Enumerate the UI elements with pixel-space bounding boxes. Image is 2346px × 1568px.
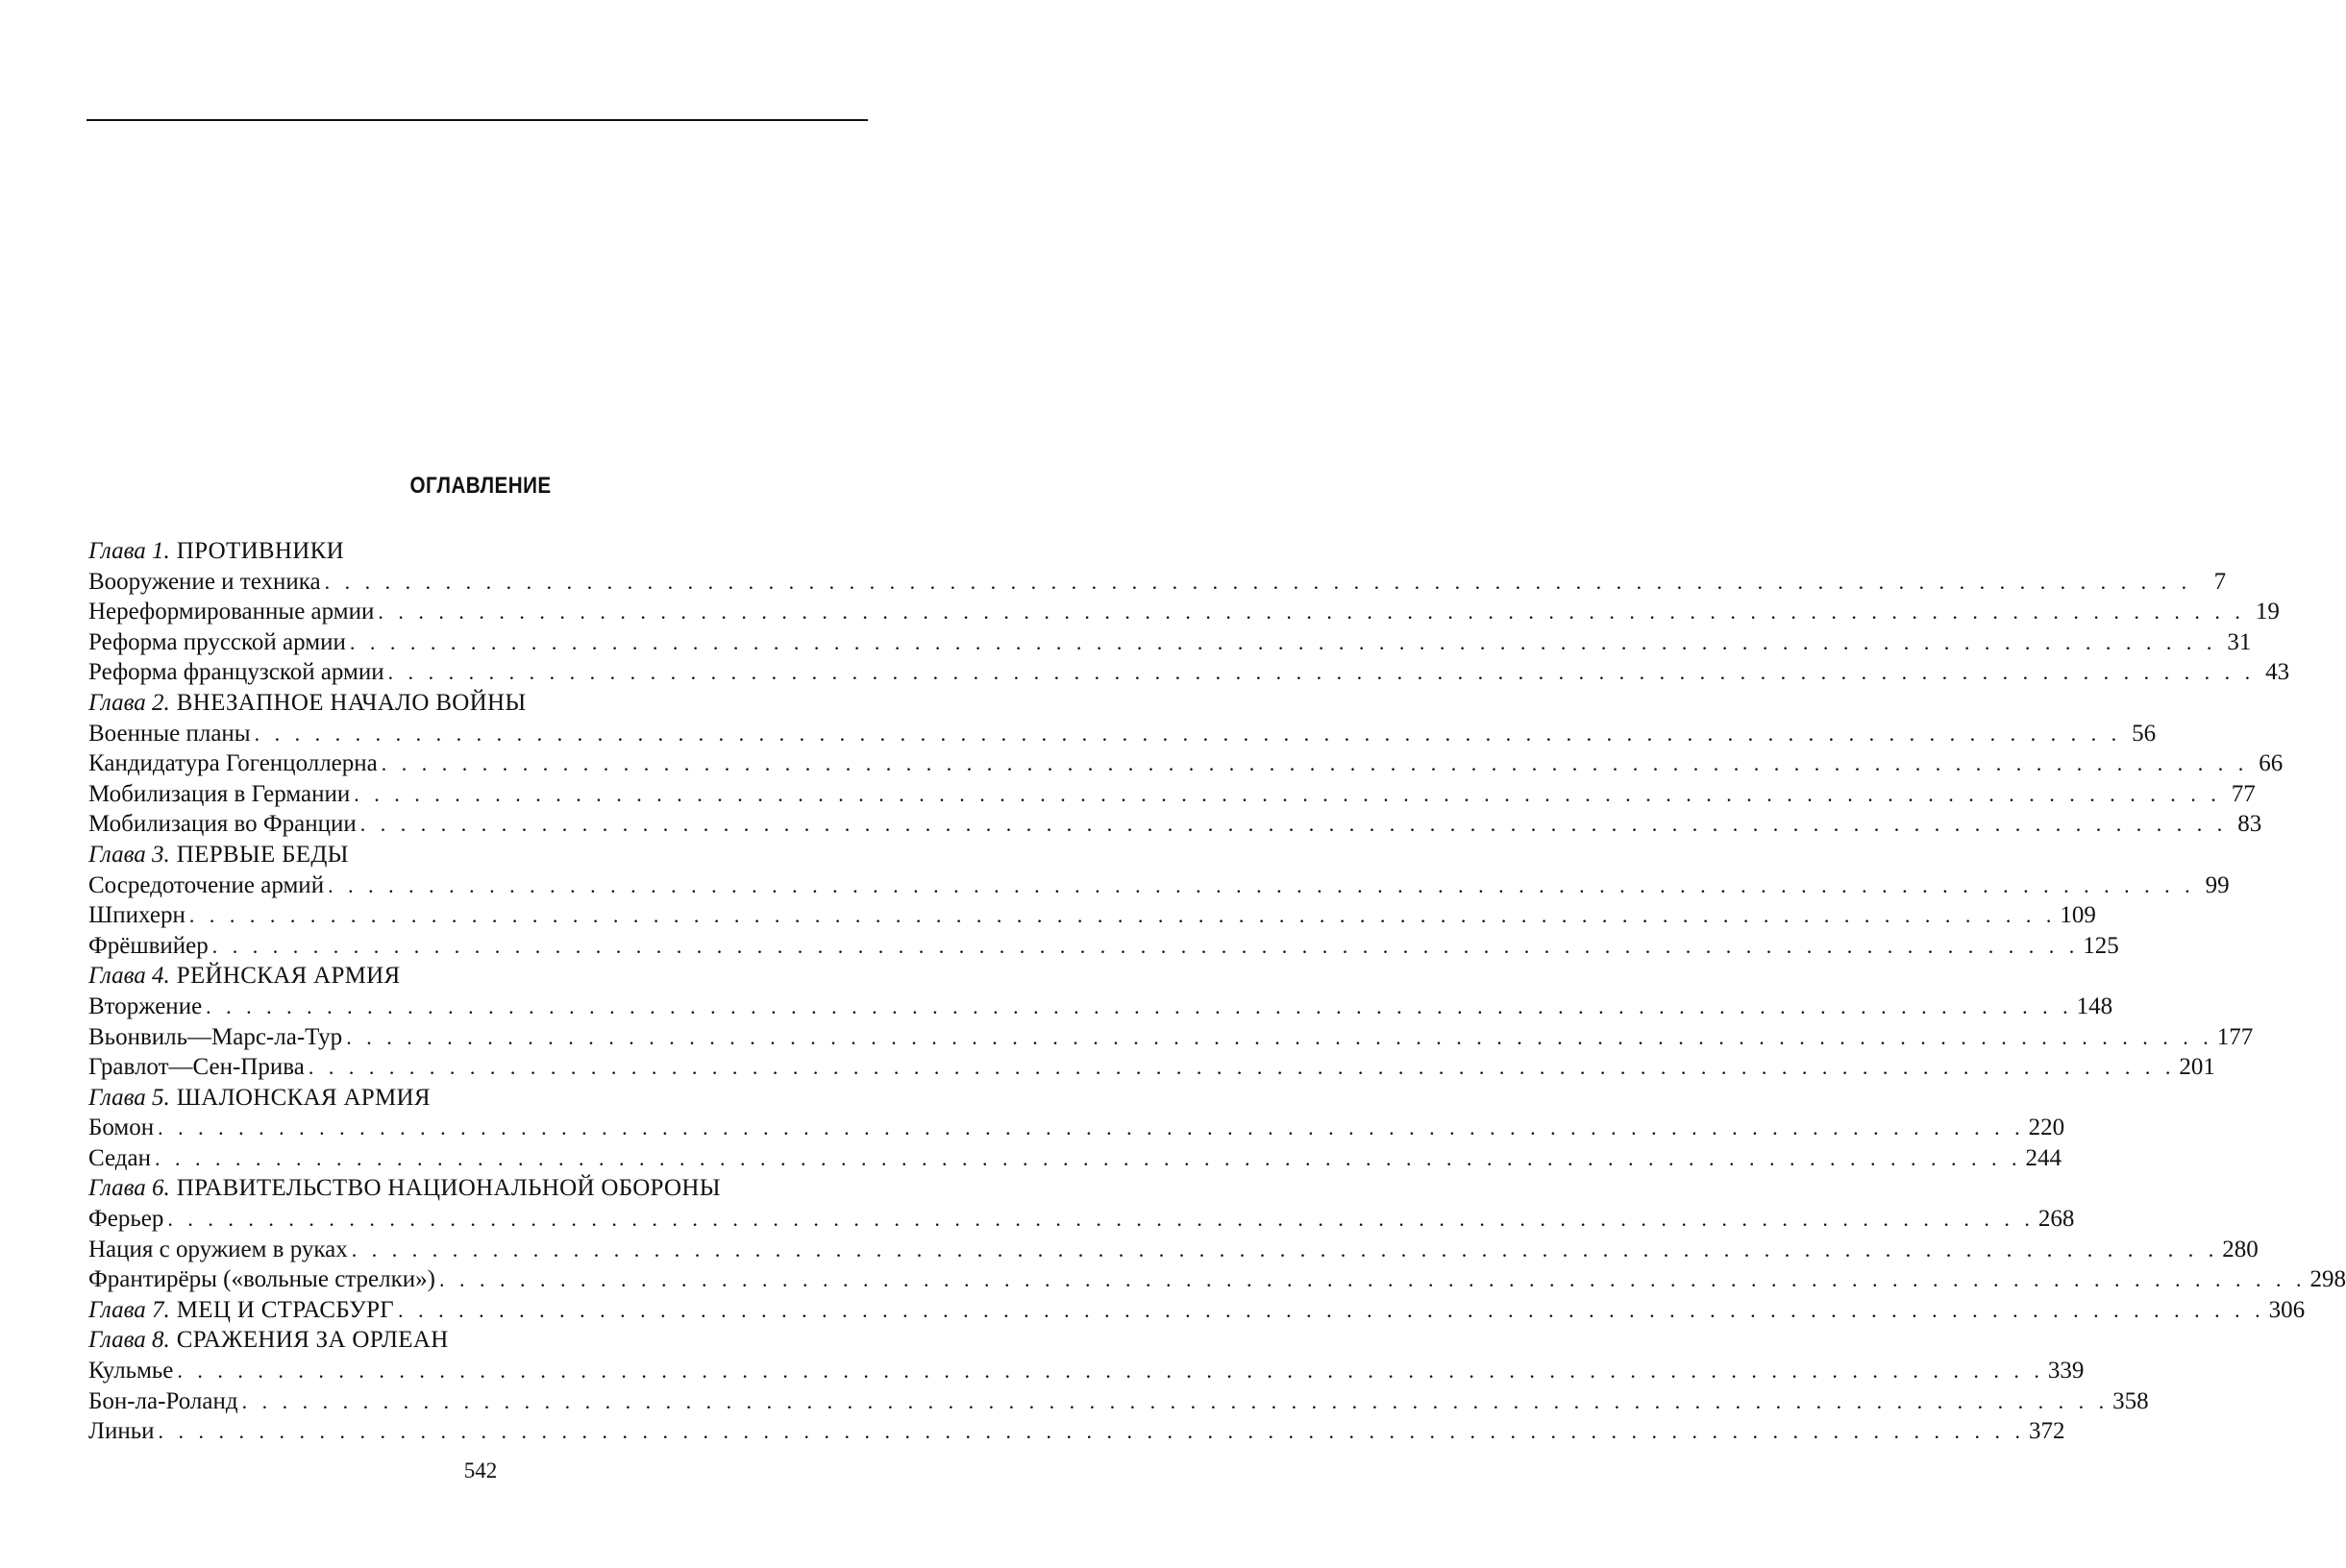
toc-entry bbox=[88, 870, 2230, 901]
entry-title: Военные планы bbox=[88, 720, 251, 747]
chapter-title: ПЕРВЫЕ БЕДЫ bbox=[176, 841, 349, 868]
chapter-page: 306 bbox=[2268, 1296, 2306, 1323]
chapter-prefix: Глава 6. bbox=[88, 1175, 170, 1202]
entry-page: 177 bbox=[2216, 1023, 2254, 1050]
toc-entry bbox=[88, 1386, 2149, 1417]
toc-chapter-8 bbox=[88, 1325, 868, 1356]
dot-leader: . . . . . . . . . . . . . . . . . . . . . . . . . . . . . . . . . . . . . . . . . . . . . . . . . . . . . . . . . . . . . . . . . . . . . . . . . . . . . . . . . . . . . . . . . . . . . bbox=[351, 1237, 2219, 1262]
toc-entry bbox=[88, 1113, 2065, 1143]
entry-page: 372 bbox=[2029, 1418, 2065, 1445]
entry-page: 201 bbox=[2179, 1054, 2215, 1081]
entry-page: 358 bbox=[2112, 1387, 2149, 1414]
dot-leader: . . . . . . . . . . . . . . . . . . . . . . . . . . . . . . . . . . . . . . . . . . . . . . . . . . . . . . . . . . . . . . . . . . . . . . . . . . . . . . . . . . . . . . . . . . . . . bbox=[188, 903, 2057, 928]
toc-entry bbox=[88, 1204, 2075, 1235]
entry-title: Седан bbox=[88, 1144, 151, 1171]
entry-title: Реформа французской армии bbox=[88, 659, 384, 686]
entry-page: 31 bbox=[2227, 628, 2252, 655]
dot-leader: . . . . . . . . . . . . . . . . . . . . . . . . . . . . . . . . . . . . . . . . . . . . . . . . . . . . . . . . . . . . . . . . . . . . . . . . . . . . . . . . . . . . . . . . . . . . . bbox=[398, 1297, 2265, 1322]
dot-leader: . . . . . . . . . . . . . . . . . . . . . . . . . . . . . . . . . . . . . . . . . . . . . . . . . . . . . . . . . . . . . . . . . . . . . . . . . . . . . . . . . . . . . . . . . . . . . bbox=[324, 569, 2192, 594]
chapter-prefix: Глава 4. bbox=[88, 963, 170, 990]
chapter-prefix: Глава 8. bbox=[88, 1327, 170, 1354]
toc-entry bbox=[88, 1143, 2062, 1174]
chapter-prefix: Глава 1. bbox=[88, 538, 170, 564]
entry-title: Мобилизация в Германии bbox=[88, 780, 351, 807]
toc-entry bbox=[88, 931, 2119, 962]
toc-entry bbox=[88, 779, 2256, 810]
entry-page: 268 bbox=[2037, 1206, 2075, 1233]
toc-chapter-4 bbox=[88, 961, 868, 992]
toc-entry bbox=[88, 748, 2284, 779]
entry-page: 43 bbox=[2265, 659, 2290, 686]
entry-page: 77 bbox=[2231, 780, 2256, 807]
toc-entry bbox=[88, 1052, 2215, 1083]
chapter-prefix: Глава 3. bbox=[88, 841, 170, 868]
chapter-title: МЕЦ И СТРАСБУРГ bbox=[176, 1296, 395, 1323]
toc-entry bbox=[88, 1416, 2065, 1447]
chapter-title: ПРОТИВНИКИ bbox=[176, 538, 344, 564]
toc-chapter-1 bbox=[88, 536, 868, 567]
toc-entry bbox=[88, 1356, 2085, 1386]
toc-entry bbox=[88, 1264, 2346, 1295]
toc-chapter-5 bbox=[88, 1083, 868, 1114]
entry-title: Нереформированные армии bbox=[88, 599, 375, 625]
dot-leader: . . . . . . . . . . . . . . . . . . . . . . . . . . . . . . . . . . . . . . . . . . . . . . . . . . . . . . . . . . . . . . . . . . . . . . . . . . . . . . . . . . . . . . . . . . . . . bbox=[346, 1024, 2213, 1049]
chapter-prefix: Глава 2. bbox=[88, 689, 170, 716]
entry-page: 109 bbox=[2060, 902, 2096, 929]
toc-entry bbox=[88, 1235, 2259, 1265]
entry-page: 66 bbox=[2259, 750, 2284, 777]
dot-leader: . . . . . . . . . . . . . . . . . . . . . . . . . . . . . . . . . . . . . . . . . . . . . . . . . . . . . . . . . . . . . . . . . . . . . . . . . . . . . . . . . . . . . . . . . . . . . bbox=[167, 1207, 2035, 1232]
entry-title: Сосредоточение армий bbox=[88, 871, 325, 898]
dot-leader: . . . . . . . . . . . . . . . . . . . . . . . . . . . . . . . . . . . . . . . . . . . . . . . . . . . . . . . . . . . . . . . . . . . . . . . . . . . . . . . . . . . . . . . . . . . . . bbox=[158, 1419, 2025, 1444]
toc-entry bbox=[88, 900, 2096, 931]
toc-entry bbox=[88, 657, 2290, 688]
dot-leader: . . . . . . . . . . . . . . . . . . . . . . . . . . . . . . . . . . . . . . . . . . . . . . . . . . . . . . . . . . . . . . . . . . . . . . . . . . . . . . . . . . . . . . . . . . . . . bbox=[349, 629, 2217, 654]
entry-title: Нация с оружием в руках bbox=[88, 1236, 348, 1262]
chapter-title: ПРАВИТЕЛЬСТВО НАЦИОНАЛЬНОЙ ОБОРОНЫ bbox=[176, 1175, 721, 1202]
entry-page: 99 bbox=[2205, 871, 2230, 898]
toc-entry bbox=[88, 567, 2227, 598]
entry-title: Гравлот—Сен-Прива bbox=[88, 1054, 305, 1081]
entry-title: Вьонвиль—Марс-ла-Тур bbox=[88, 1023, 343, 1050]
dot-leader: . . . . . . . . . . . . . . . . . . . . . . . . . . . . . . . . . . . . . . . . . . . . . . . . . . . . . . . . . . . . . . . . . . . . . . . . . . . . . . . . . . . . . . . . . . . . . bbox=[387, 660, 2256, 685]
top-rule bbox=[86, 119, 868, 121]
entry-title: Бомон bbox=[88, 1115, 155, 1141]
toc-chapter-7 bbox=[88, 1295, 2306, 1326]
entry-page: 244 bbox=[2025, 1144, 2062, 1171]
dot-leader: . . . . . . . . . . . . . . . . . . . . . . . . . . . . . . . . . . . . . . . . . . . . . . . . . . . . . . . . . . . . . . . . . . . . . . . . . . . . . . . . . . . . . . . . . . . . . bbox=[211, 933, 2080, 958]
dot-leader: . . . . . . . . . . . . . . . . . . . . . . . . . . . . . . . . . . . . . . . . . . . . . . . . . . . . . . . . . . . . . . . . . . . . . . . . . . . . . . . . . . . . . . . . . . . . . bbox=[254, 721, 2122, 746]
chapter-prefix: Глава 7. bbox=[88, 1296, 170, 1323]
toc-entry bbox=[88, 809, 2262, 840]
chapter-title: ШАЛОНСКАЯ АРМИЯ bbox=[176, 1084, 431, 1111]
page-number: 542 bbox=[463, 1458, 498, 1482]
toc-entry bbox=[88, 1022, 2254, 1053]
dot-leader: . . . . . . . . . . . . . . . . . . . . . . . . . . . . . . . . . . . . . . . . . . . . . . . . . . . . . . . . . . . . . . . . . . . . . . . . . . . . . . . . . . . . . . . . . . . . . bbox=[241, 1388, 2110, 1413]
chapter-prefix: Глава 5. bbox=[88, 1084, 170, 1111]
chapter-title: РЕЙНСКАЯ АРМИЯ bbox=[176, 963, 401, 990]
dot-leader: . . . . . . . . . . . . . . . . . . . . . . . . . . . . . . . . . . . . . . . . . . . . . . . . . . . . . . . . . . . . . . . . . . . . . . . . . . . . . . . . . . . . . . . . . . . . . bbox=[354, 781, 2221, 806]
dot-leader: . . . . . . . . . . . . . . . . . . . . . . . . . . . . . . . . . . . . . . . . . . . . . . . . . . . . . . . . . . . . . . . . . . . . . . . . . . . . . . . . . . . . . . . . . . . . . bbox=[359, 812, 2228, 837]
toc-chapter-6 bbox=[88, 1173, 868, 1204]
entry-title: Реформа прусской армии bbox=[88, 628, 346, 655]
toc-entry bbox=[88, 992, 2113, 1022]
entry-title: Вооружение и техника bbox=[88, 568, 321, 595]
toc-chapter-2 bbox=[88, 688, 868, 719]
entry-page: 220 bbox=[2028, 1115, 2065, 1141]
dot-leader: . . . . . . . . . . . . . . . . . . . . . . . . . . . . . . . . . . . . . . . . . . . . . . . . . . . . . . . . . . . . . . . . . . . . . . . . . . . . . . . . . . . . . . . . . . . . . bbox=[308, 1055, 2176, 1080]
entry-page: 19 bbox=[2255, 599, 2280, 625]
entry-title: Франтирёры («вольные стрелки») bbox=[88, 1266, 435, 1293]
entry-page: 339 bbox=[2047, 1358, 2085, 1384]
entry-page: 83 bbox=[2237, 811, 2262, 838]
entry-page: 148 bbox=[2076, 992, 2113, 1019]
entry-page: 56 bbox=[2132, 720, 2157, 747]
toc-entry bbox=[88, 719, 2157, 749]
chapter-title: ВНЕЗАПНОЕ НАЧАЛО ВОЙНЫ bbox=[176, 689, 527, 716]
dot-leader: . . . . . . . . . . . . . . . . . . . . . . . . . . . . . . . . . . . . . . . . . . . . . . . . . . . . . . . . . . . . . . . . . . . . . . . . . . . . . . . . . . . . . . . . . . . . . bbox=[328, 872, 2195, 897]
toc-chapter-3 bbox=[88, 840, 868, 870]
entry-title: Линьи bbox=[88, 1418, 155, 1445]
entry-title: Кандидатура Гогенцоллерна bbox=[88, 750, 378, 777]
dot-leader: . . . . . . . . . . . . . . . . . . . . . . . . . . . . . . . . . . . . . . . . . . . . . . . . . . . . . . . . . . . . . . . . . . . . . . . . . . . . . . . . . . . . . . . . . . . . . bbox=[438, 1267, 2307, 1292]
dot-leader: . . . . . . . . . . . . . . . . . . . . . . . . . . . . . . . . . . . . . . . . . . . . . . . . . . . . . . . . . . . . . . . . . . . . . . . . . . . . . . . . . . . . . . . . . . . . . bbox=[158, 1115, 2025, 1140]
chapter-title: СРАЖЕНИЯ ЗА ОРЛЕАН bbox=[176, 1327, 449, 1354]
entry-title: Кульмье bbox=[88, 1358, 174, 1384]
entry-page: 280 bbox=[2222, 1236, 2259, 1262]
toc-entry bbox=[88, 597, 2280, 627]
dot-leader: . . . . . . . . . . . . . . . . . . . . . . . . . . . . . . . . . . . . . . . . . . . . . . . . . . . . . . . . . . . . . . . . . . . . . . . . . . . . . . . . . . . . . . . . . . . . . bbox=[177, 1359, 2044, 1384]
entry-title: Ферьер bbox=[88, 1206, 164, 1233]
dot-leader: . . . . . . . . . . . . . . . . . . . . . . . . . . . . . . . . . . . . . . . . . . . . . . . . . . . . . . . . . . . . . . . . . . . . . . . . . . . . . . . . . . . . . . . . . . . . . bbox=[378, 600, 2245, 625]
dot-leader: . . . . . . . . . . . . . . . . . . . . . . . . . . . . . . . . . . . . . . . . . . . . . . . . . . . . . . . . . . . . . . . . . . . . . . . . . . . . . . . . . . . . . . . . . . . . . bbox=[381, 751, 2249, 776]
toc-heading: ОГЛАВЛЕНИЕ bbox=[409, 473, 552, 499]
table-of-contents bbox=[88, 536, 2346, 1447]
entry-title: Бон-ла-Роланд bbox=[88, 1387, 238, 1414]
entry-page: 298 bbox=[2309, 1266, 2346, 1293]
entry-title: Шпихерн bbox=[88, 902, 185, 929]
entry-page: 7 bbox=[2213, 568, 2227, 595]
entry-title: Мобилизация во Франции bbox=[88, 811, 357, 838]
toc-entry bbox=[88, 627, 2252, 658]
dot-leader: . . . . . . . . . . . . . . . . . . . . . . . . . . . . . . . . . . . . . . . . . . . . . . . . . . . . . . . . . . . . . . . . . . . . . . . . . . . . . . . . . . . . . . . . . . . . . bbox=[154, 1145, 2022, 1170]
dot-leader: . . . . . . . . . . . . . . . . . . . . . . . . . . . . . . . . . . . . . . . . . . . . . . . . . . . . . . . . . . . . . . . . . . . . . . . . . . . . . . . . . . . . . . . . . . . . . bbox=[206, 993, 2073, 1018]
entry-title: Фрёшвийер bbox=[88, 932, 209, 959]
entry-page: 125 bbox=[2083, 932, 2119, 959]
entry-title: Вторжение bbox=[88, 992, 203, 1019]
